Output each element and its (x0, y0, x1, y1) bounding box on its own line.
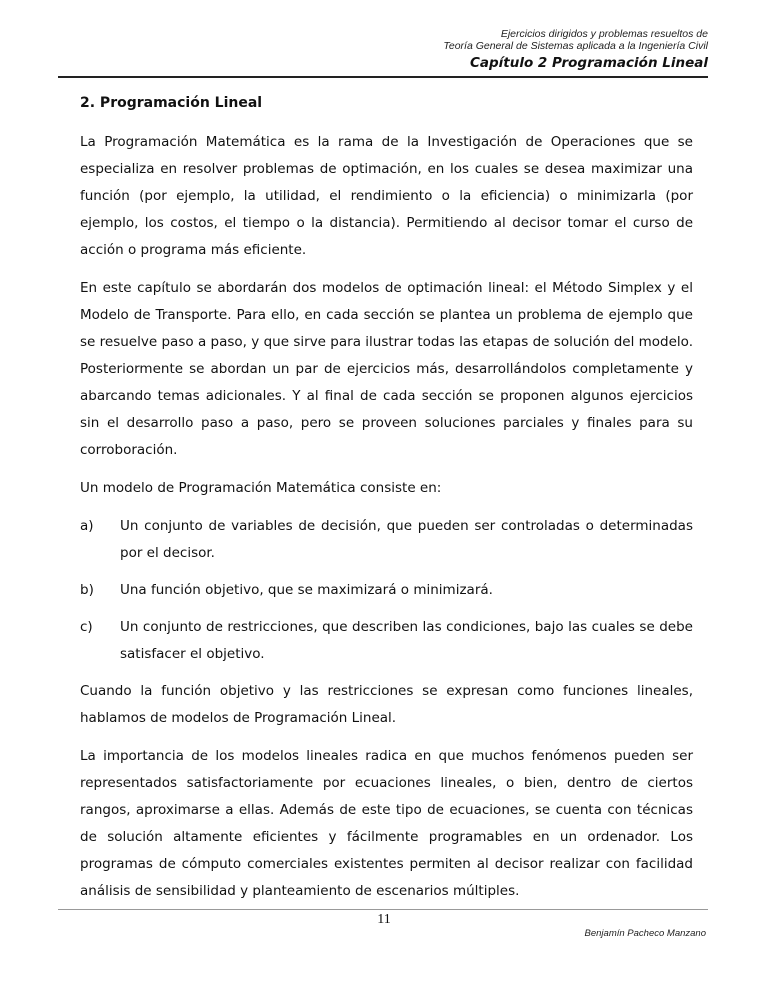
list-item-label: c) (80, 619, 93, 635)
paragraph: Un modelo de Programación Matemática consiste en: (80, 480, 442, 496)
definition-list (80, 513, 693, 668)
footer-divider (58, 909, 708, 910)
list-item (80, 614, 693, 668)
paragraph: Cuando la función objetivo y las restricciones se expresan como funciones lineales, hablamos de modelos de Programación Lineal. (80, 683, 693, 726)
header-chapter-title: Capítulo 2 Programación Lineal (469, 55, 708, 71)
list-item-text: Una función objetivo, que se maximizará o minimizará. (120, 582, 493, 598)
list-item (80, 513, 693, 567)
list-item-label: a) (80, 518, 94, 534)
page-number: 11 (377, 912, 391, 927)
page-body (80, 95, 693, 916)
footer-author: Benjamín Pacheco Manzano (584, 928, 706, 939)
header-book-title-line2: Teoría General de Sistemas aplicada a la Ingeniería Civil (443, 40, 708, 52)
list-item-text: Un conjunto de restricciones, que describen las condiciones, bajo las cuales se debe satisfacer el objetivo. (120, 619, 693, 662)
page-header (58, 28, 708, 71)
paragraph: La importancia de los modelos lineales radica en que muchos fenómenos pueden ser representados satisfactoriamente por ecuaciones lineales, o bien, dentro de ciertos rangos, aproximarse a ellas. Además de este tipo de ecuaciones, se cuenta con técnicas de solución altamente eficientes y fácilmente programables en un ordenador. Los programas de cómputo comerciales existentes permiten al decisor realizar con facilidad análisis de sensibilidad y planteamiento de escenarios múltiples. (80, 748, 693, 899)
section-title: 2. Programación Lineal (80, 95, 263, 111)
header-divider (58, 76, 708, 78)
header-book-title-line1: Ejercicios dirigidos y problemas resueltos de (500, 28, 708, 40)
paragraph: La Programación Matemática es la rama de la Investigación de Operaciones que se especializa en resolver problemas de optimación, en los cuales se desea maximizar una función (por ejemplo, la utilidad, el rendimiento o la eficiencia) o minimizarla (por ejemplo, los costos, el tiempo o la distancia). Permitiendo al decisor tomar el curso de acción o programa más eficiente. (80, 134, 693, 258)
list-item-text: Un conjunto de variables de decisión, que pueden ser controladas o determinadas por el decisor. (120, 518, 693, 561)
list-item (80, 577, 693, 604)
paragraph: En este capítulo se abordarán dos modelos de optimación lineal: el Método Simplex y el Modelo de Transporte. Para ello, en cada sección se plantea un problema de ejemplo que se resuelve paso a paso, y que sirve para ilustrar todas las etapas de solución del modelo. Posteriormente se abordan un par de ejercicios más, desarrollándolos completamente y abarcando temas adicionales. Y al final de cada sección se proponen algunos ejercicios sin el desarrollo paso a paso, pero se proveen soluciones parciales y finales para su corroboración. (80, 280, 693, 458)
list-item-label: b) (80, 582, 94, 598)
